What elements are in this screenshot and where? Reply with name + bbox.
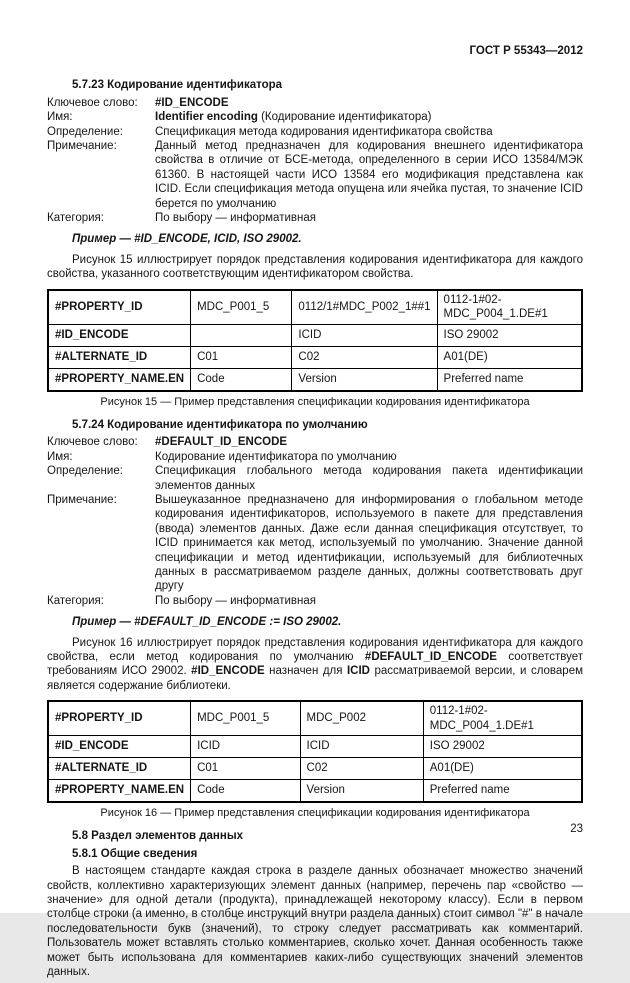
page-number: 23 <box>570 823 583 835</box>
table-row <box>48 346 582 368</box>
paragraph-text: Рисунок 16 иллюстрирует порядок представления кодирования идентификатора для каждого свойства, если метод кодирования по умолчанию <box>47 636 583 663</box>
table-cell: A01(DE) <box>437 346 582 368</box>
paragraph-text: рассматриваемой версии, и словарем является содержание библиотеки. <box>47 665 583 692</box>
section-heading-5-7-23: 5.7.23 Кодирование идентификатора <box>72 79 283 92</box>
table-cell: #PROPERTY_NAME.EN <box>48 780 191 803</box>
table-row <box>48 290 582 324</box>
table-cell: ICID <box>292 324 437 346</box>
def-row-definition <box>47 464 583 493</box>
table-cell: A01(DE) <box>423 758 582 780</box>
table-cell: C01 <box>191 758 300 780</box>
def-value: Спецификация глобального метода кодирования пакета идентификации элементов данных <box>155 465 583 492</box>
table-cell: 0112/1#MDC_P002_1##1 <box>292 290 437 324</box>
table-row <box>48 368 582 391</box>
def-label: Ключевое слово: <box>47 436 138 449</box>
def-row-name <box>47 110 583 124</box>
table-row <box>48 758 582 780</box>
table-cell: Version <box>300 780 423 803</box>
figure16-intro-paragraph <box>47 636 583 694</box>
def-row-note <box>47 139 583 211</box>
example-line: Пример — #ID_ENCODE, ICID, ISO 29002. <box>72 233 302 246</box>
table-cell: MDC_P001_5 <box>191 290 292 324</box>
section-heading-5-8-1: 5.8.1 Общие сведения <box>72 847 198 860</box>
def-label: Ключевое слово: <box>47 96 138 109</box>
figure15-intro-paragraph: Рисунок 15 иллюстрирует порядок представления кодирования идентификатора для каждого свойства, указанного соответствующим идентификатором свойства. <box>47 253 583 281</box>
table-cell: Code <box>191 780 300 803</box>
paragraph-text: назначен для <box>264 665 347 678</box>
table-cell: 0112-1#02-MDC_P004_1.DE#1 <box>437 290 582 324</box>
def-label: Примечание: <box>47 140 117 153</box>
table-row <box>48 324 582 346</box>
table-cell: Version <box>292 368 437 391</box>
table-cell: ICID <box>191 736 300 758</box>
table-cell: ICID <box>300 736 423 758</box>
keyword-inline: #DEFAULT_ID_ENCODE <box>364 651 497 663</box>
section-heading-5-8: 5.8 Раздел элементов данных <box>72 830 244 843</box>
table-cell: 0112-1#02-MDC_P004_1.DE#1 <box>423 701 582 735</box>
table-cell <box>191 324 292 346</box>
def-label: Категория: <box>47 212 104 225</box>
table-cell: ISO 29002 <box>423 736 582 758</box>
table-cell: #ALTERNATE_ID <box>48 758 191 780</box>
figure15-caption: Рисунок 15 — Пример представления спецификации кодирования идентификатора <box>100 395 530 408</box>
def-row-keyword <box>47 435 583 449</box>
def-value: Вышеуказанное предназначено для информирования о глобальном методе кодирования идентификаторов, используемого в пакете для представления (ввода) элементов данных. Даже если данная спецификация отсутствует, то ICID принимается как метод, используемый по умолчанию. Значение данной спецификации и метод идентификации, используемый для библиотечных данных в рассматриваемом разделе данных, должны соответствовать друг другу <box>155 493 583 593</box>
def-value: #ID_ENCODE <box>155 96 229 109</box>
def-value: Данный метод предназначен для кодирования внешнего идентификатора свойства в отличие от БСЕ-метода, определенного в серии ИСО 13584/МЭК 61360. В настоящей части ИСО 13584 его модификация представлена как ICID. Если спецификация метода опущена или ячейка пустая, то значение ICID берется по умолчанию <box>155 140 583 210</box>
figure16-caption: Рисунок 16 — Пример представления спецификации кодирования идентификатора <box>100 807 530 820</box>
section-5-8-1-paragraph: В настоящем стандарте каждая строка в разделе данных обозначает множество значений свойств, коллективно характеризующих элемент данных (например, перечень пар «свойство — значение» для одной детали (продукта), принадлежащей некоторому классу). Если в первом столбце строки (а именно, в столбце инструкций внутри раздела данных) стоит символ "#" в начале последовательности букв (значений), то строку следует рассматривать как комментарий. Пользователь может вставлять столько комментариев, сколько хочет. Данная особенность также может быть использована для комментариев каких-либо существующих значений элементов данных. <box>47 865 583 979</box>
section-heading-5-7-24: 5.7.24 Кодирование идентификатора по умолчанию <box>72 418 368 431</box>
def-value: Спецификация метода кодирования идентификатора свойства <box>155 125 493 138</box>
table-cell: Code <box>191 368 292 391</box>
table-cell: #PROPERTY_ID <box>48 290 191 324</box>
def-value: По выбору — информативная <box>155 212 316 225</box>
def-row-category <box>47 594 583 608</box>
table-cell: Preferred name <box>423 780 582 803</box>
def-label: Определение: <box>47 465 123 478</box>
def-row-definition <box>47 125 583 139</box>
table-row <box>48 701 582 735</box>
figure16-table <box>47 700 583 803</box>
def-row-note <box>47 493 583 594</box>
def-value: Кодирование идентификатора по умолчанию <box>155 450 397 463</box>
table-cell: C01 <box>191 346 292 368</box>
def-label: Определение: <box>47 125 123 138</box>
table-cell: MDC_P002 <box>300 701 423 735</box>
table-cell: ISO 29002 <box>437 324 582 346</box>
def-label: Имя: <box>47 111 73 124</box>
name-english: Identifier encoding <box>155 111 258 124</box>
example-line: Пример — #DEFAULT_ID_ENCODE := ISO 29002. <box>72 616 342 629</box>
document-header: ГОСТ Р 55343—2012 <box>469 45 583 57</box>
def-value: По выбору — информативная <box>155 594 316 607</box>
table-cell: #PROPERTY_ID <box>48 701 191 735</box>
table-cell: #PROPERTY_NAME.EN <box>48 368 191 391</box>
table-cell: MDC_P001_5 <box>191 701 300 735</box>
table-cell: C02 <box>300 758 423 780</box>
table-cell: Preferred name <box>437 368 582 391</box>
table-cell: #ALTERNATE_ID <box>48 346 191 368</box>
def-label: Примечание: <box>47 493 117 506</box>
page-content <box>47 44 583 983</box>
paragraph-text: соответствует требованиям ИСО 29002. <box>47 651 583 678</box>
table-cell: C02 <box>292 346 437 368</box>
def-row-keyword <box>47 96 583 110</box>
name-russian: (Кодирование идентификатора) <box>257 111 432 124</box>
table-cell: #ID_ENCODE <box>48 736 191 758</box>
def-row-name <box>47 450 583 464</box>
table-cell: #ID_ENCODE <box>48 324 191 346</box>
def-row-category <box>47 211 583 225</box>
figure15-table <box>47 289 583 392</box>
def-value: #DEFAULT_ID_ENCODE <box>155 436 288 449</box>
table-row <box>48 780 582 803</box>
keyword-inline: ICID <box>346 665 370 678</box>
def-value <box>155 110 583 124</box>
def-label: Категория: <box>47 594 104 607</box>
def-label: Имя: <box>47 450 73 463</box>
keyword-inline: #ID_ENCODE <box>191 665 265 678</box>
table-row <box>48 736 582 758</box>
